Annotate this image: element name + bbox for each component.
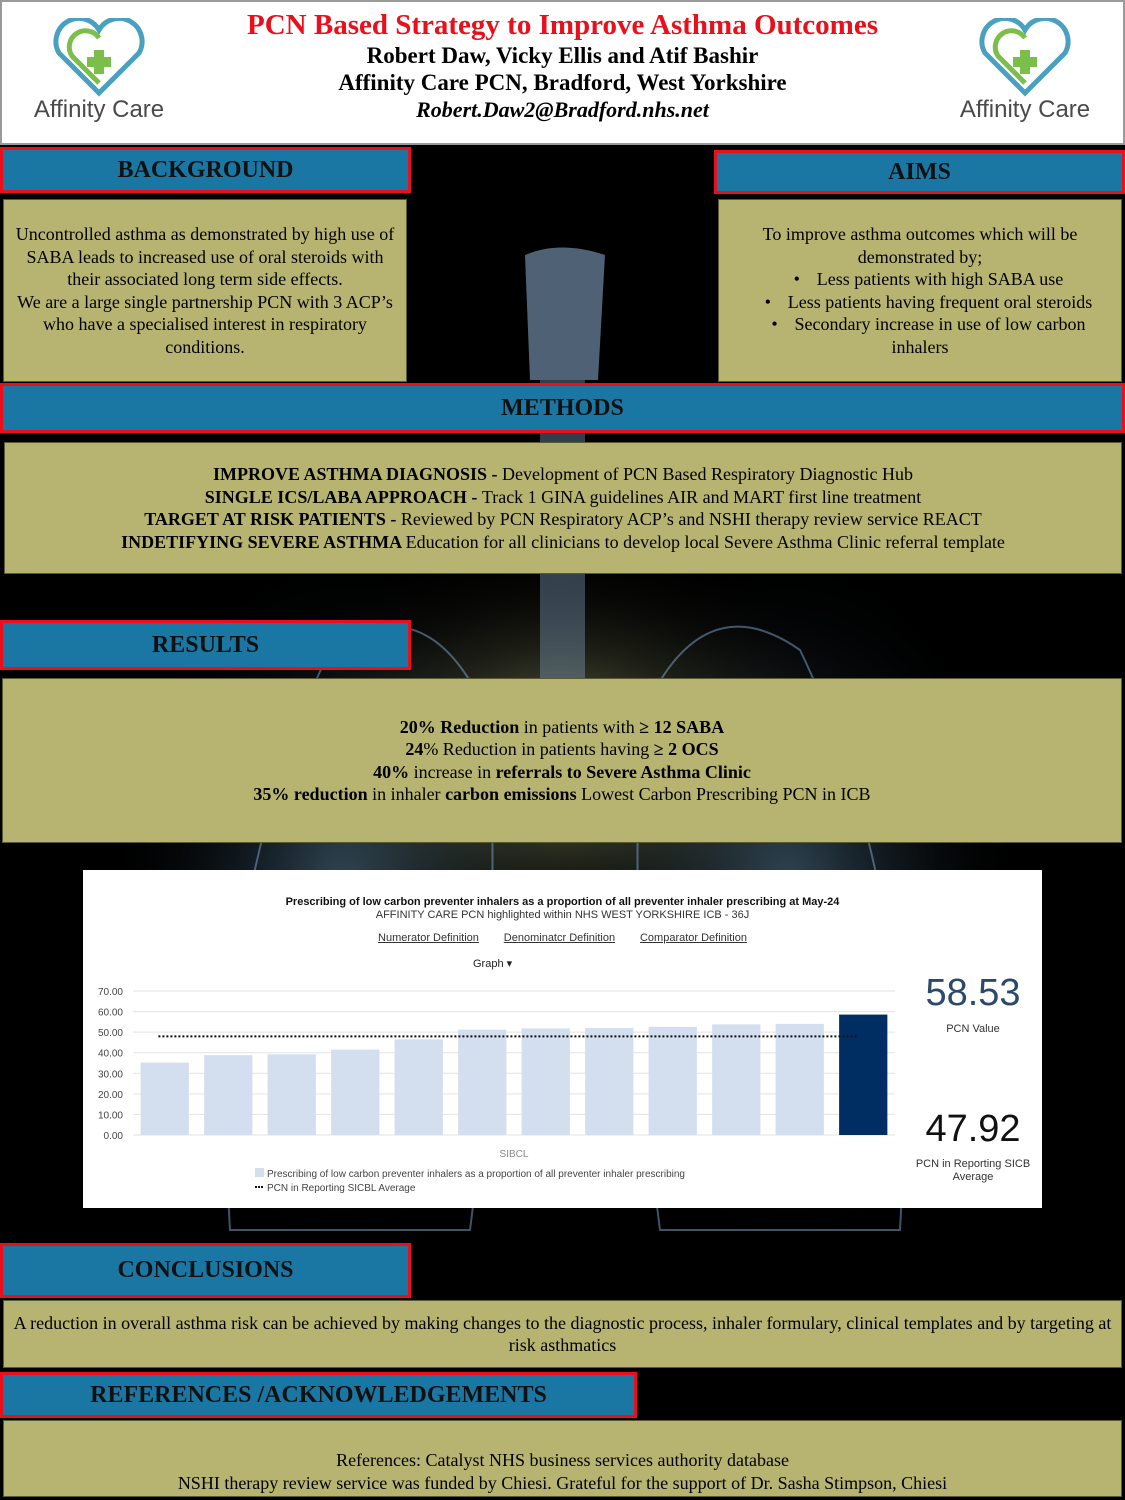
bar [776,1024,824,1135]
bar [522,1028,570,1135]
results-heading: RESULTS [0,620,411,670]
methods-row: SINGLE ICS/LABA APPROACH - Track 1 GINA guidelines AIR and MART first line treatment [204,486,922,507]
poster-header [0,0,1125,145]
result-ocs: 24% Reduction in patients having ≥ 2 OCS [405,739,719,759]
bar [141,1063,189,1135]
legend-label-average: PCN in Reporting SICBL Average [267,1183,416,1194]
background-heading: BACKGROUND [0,147,411,193]
background-text-1: Uncontrolled asthma as demonstrated by high use of SABA leads to increased use of oral steroids with their associated long term side effects. [15,224,395,289]
pcn-value: 58.53 [925,972,1021,1014]
aims-heading: AIMS [714,150,1125,194]
bar [268,1054,316,1135]
bar [458,1030,506,1135]
legend-swatch-bars [255,1168,264,1177]
aims-list [727,268,1113,358]
affiliation: Affinity Care PCN, Bradford, West Yorkshire [338,70,787,95]
y-tick-label: 60.00 [97,1007,123,1019]
average-value-label: PCN in Reporting SICB Average [915,1158,1031,1183]
bar [649,1027,697,1135]
conclusions-box: A reduction in overall asthma risk can be achieved by making changes to the diagnostic process, inhaler formulary, clinical templates and by targeting at risk asthmatics [3,1300,1122,1368]
background-text-2: We are a large single partnership PCN with 3 ACP’s who have a specialised interest in respiratory conditions. [17,291,393,357]
y-tick-label: 0.00 [103,1131,123,1142]
list-item: • Less patients having frequent oral steroids [727,291,1113,314]
bar [395,1039,443,1135]
y-tick-label: 70.00 [97,987,123,998]
aims-intro: To improve asthma outcomes which will be demonstrated by; [762,224,1078,267]
bar [839,1015,887,1135]
contact-email: Robert.Daw2@Bradford.nhs.net [416,97,709,122]
result-carbon: 35% reduction in inhaler carbon emissions Lowest Carbon Prescribing PCN in ICB [253,784,871,804]
bar [204,1055,252,1135]
affinity-care-logo-right: Affinity Care [950,18,1100,134]
list-item: • Secondary increase in use of low carbon inhalers [727,313,1113,358]
comparator-definition-link[interactable]: Comparator Definition [639,932,747,944]
background-box [3,199,407,382]
references-line-2: NSHI therapy review service was funded by Chiesi. Grateful for the support of Dr. Sasha Stimpson, Chiesi [177,1472,948,1493]
chart-panel [83,870,1042,1208]
result-saba: 20% Reduction in patients with ≥ 12 SABA [399,716,725,737]
results-box [2,678,1122,843]
denominator-definition-link[interactable]: Denominatcr Definition [503,932,616,944]
bar [712,1024,760,1135]
conclusions-heading: CONCLUSIONS [0,1243,411,1298]
legend-label-bars: Prescribing of low carbon preventer inhalers as a proportion of all preventer inhaler prescribing [267,1169,685,1180]
aims-box [718,199,1122,382]
methods-box [4,442,1122,574]
y-tick-label: 10.00 [97,1110,123,1122]
poster-title: PCN Based Strategy to Improve Asthma Outcomes [247,9,878,41]
references-box [3,1420,1122,1497]
bar-chart [83,870,903,1208]
y-tick-label: 40.00 [97,1048,123,1060]
numerator-definition-link[interactable]: Numerator Definition [378,932,479,944]
affinity-care-logo-left: Affinity Care [24,18,174,134]
x-axis-label: SIBCL [499,1149,529,1160]
pcn-value-label: PCN Value [946,1023,1000,1035]
methods-row: INDETIFYING SEVERE ASTHMA Education for all clinicians to develop local Severe Asthma Clinic referral template [121,531,1005,552]
bar [585,1028,633,1135]
heart-cross-icon [950,18,1100,98]
y-tick-label: 50.00 [97,1028,123,1040]
average-value: 47.92 [925,1108,1021,1150]
authors: Robert Daw, Vicky Ellis and Atif Bashir [366,43,759,68]
chart-subtitle: AFFINITY CARE PCN highlighted within NHS WEST YORKSHIRE ICB - 36J [375,909,750,921]
result-referrals: 40% increase in referrals to Severe Asthma Clinic [373,761,751,782]
chart-title: Prescribing of low carbon preventer inhalers as a proportion of all preventer inhaler prescribing at May-24 [285,896,840,908]
y-tick-label: 30.00 [97,1069,123,1081]
y-tick-label: 20.00 [97,1089,123,1101]
methods-heading: METHODS [0,383,1125,433]
references-line-1: References: Catalyst NHS business services authority database [336,1450,789,1470]
references-heading: REFERENCES /ACKNOWLEDGEMENTS [0,1372,637,1418]
methods-row: TARGET AT RISK PATIENTS - Reviewed by PCN Respiratory ACP’s and NSHI therapy review service REACT [144,509,982,529]
list-item: • Less patients with high SABA use [727,268,1113,291]
graph-dropdown-button[interactable]: Graph ▾ [473,958,513,970]
bar [331,1050,379,1135]
methods-row: IMPROVE ASTHMA DIAGNOSIS - Development of PCN Based Respiratory Diagnostic Hub [213,464,913,484]
heart-cross-icon [24,18,174,98]
